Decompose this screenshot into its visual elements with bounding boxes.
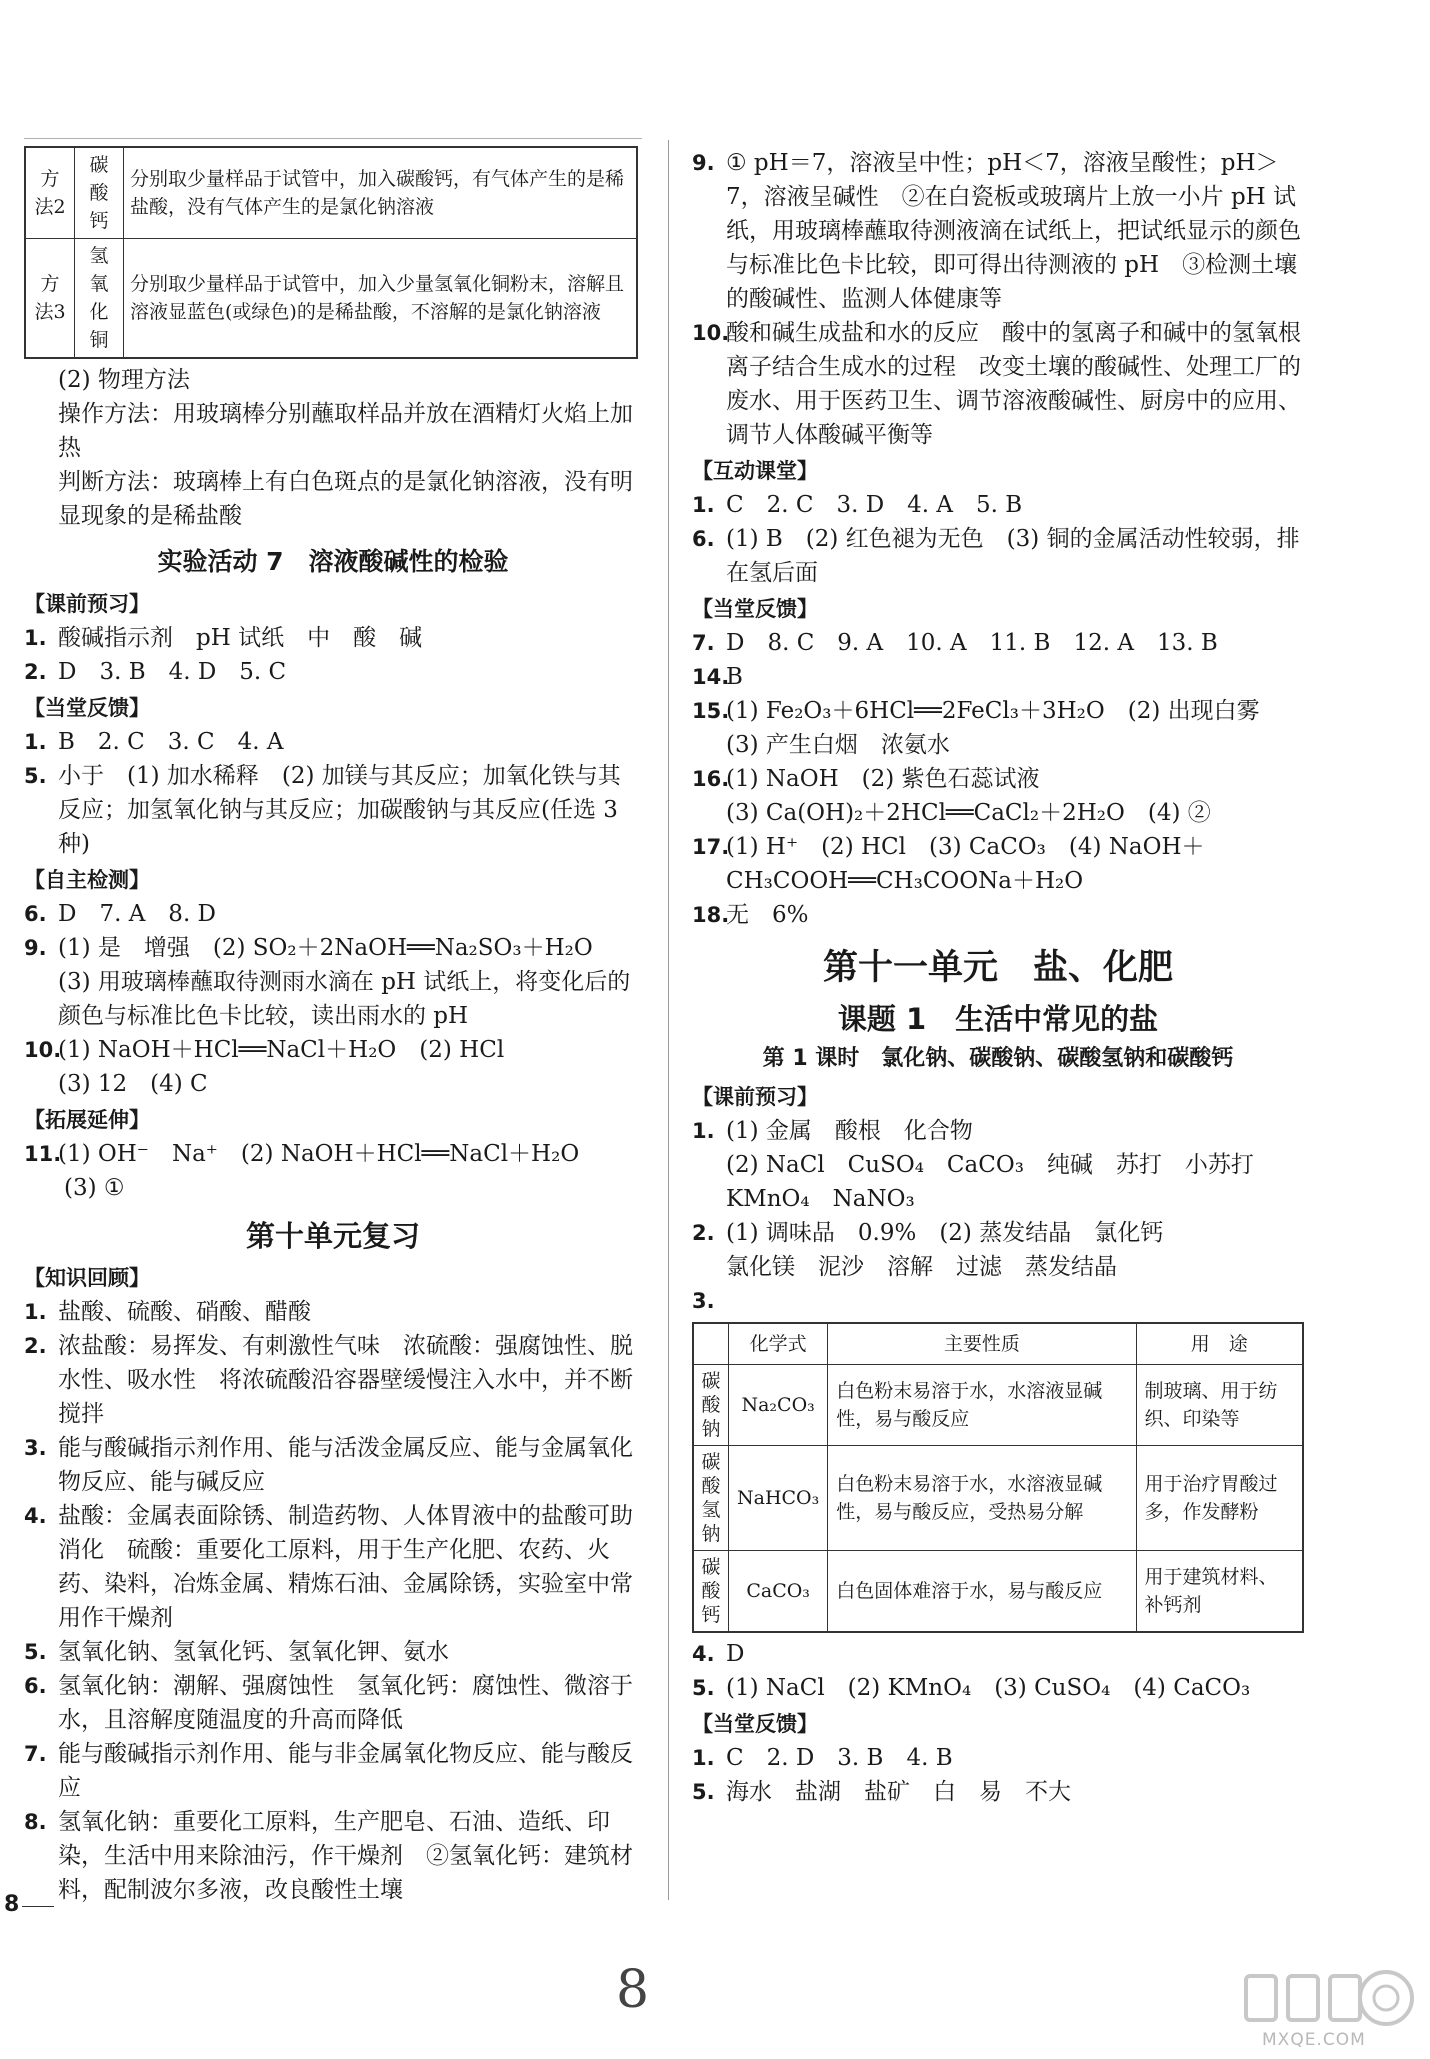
item-number: 14. <box>692 665 730 689</box>
answer-item <box>24 1431 642 1499</box>
period-title: 第 1 课时 氯化钠、碳酸钠、碳酸氢钠和碳酸钙 <box>762 1046 1234 1071</box>
item-text: 氢氧化钠：重要化工原料，生产肥皂、石油、造纸、印染，生活中用来除油污，作干燥剂 ②氢氧化钙：建筑材料，配制波尔多液，改良酸性土壤 <box>58 1809 633 1903</box>
answer-item <box>692 1216 1304 1250</box>
item-text: 盐酸、硫酸、硝酸、醋酸 <box>58 1299 311 1325</box>
item-text: (1) NaCl (2) KMnO₄ (3) CuSO₄ (4) CaCO₃ <box>726 1675 1251 1701</box>
item-number: 18. <box>692 903 730 927</box>
item-number: 5. <box>24 764 47 788</box>
item-text: D 8. C 9. A 10. A 11. B 12. A 13. B <box>726 630 1218 656</box>
table-row <box>693 1551 1303 1633</box>
salt-uses: 用于治疗胃酸过多，作发酵粉 <box>1136 1446 1303 1551</box>
item-text <box>726 1284 1304 1318</box>
desc-cell: 分别取少量样品于试管中，加入碳酸钙，有气体产生的是稀盐酸，没有气体产生的是氯化钠溶液 <box>124 147 638 239</box>
item-text: D <box>726 1641 745 1667</box>
answer-item <box>24 621 642 655</box>
item-text: B <box>726 664 743 690</box>
item-text: (1) NaOH (2) 紫色石蕊试液 <box>726 766 1040 792</box>
section-heading: 【当堂反馈】 <box>692 1712 818 1736</box>
answer-item <box>24 897 642 931</box>
unit-title: 第十一单元 盐、化肥 <box>822 948 1173 988</box>
item-number: 6. <box>24 1674 47 1698</box>
section-heading: 【自主检测】 <box>24 868 150 892</box>
answer-item <box>692 1671 1304 1705</box>
physical-judgement: 判断方法：玻璃棒上有白色斑点的是氯化钠溶液，没有明显现象的是稀盐酸 <box>58 469 633 529</box>
answer-item <box>692 1775 1304 1809</box>
item-number: 7. <box>24 1742 47 1766</box>
item-number: 5. <box>24 1640 47 1664</box>
right-column <box>692 146 1304 1809</box>
item-number: 15. <box>692 699 730 723</box>
item-text: (1) OH⁻ Na⁺ (2) NaOH＋HCl══NaCl＋H₂O <box>58 1141 580 1167</box>
answer-item <box>24 1033 642 1067</box>
item-text: 浓盐酸：易挥发、有刺激性气味 浓硫酸：强腐蚀性、脱水性、吸水性 将浓硫酸沿容器壁缓慢注入水中，并不断搅拌 <box>58 1333 633 1427</box>
item-number: 4. <box>692 1642 715 1666</box>
answer-item <box>692 694 1304 728</box>
item-continuation: (2) NaCl CuSO₄ CaCO₃ 纯碱 苏打 小苏打 <box>726 1152 1254 1178</box>
item-text: 能与酸碱指示剂作用、能与活泼金属反应、能与金属氧化物反应、能与碱反应 <box>58 1435 633 1495</box>
answer-item <box>24 1805 642 1907</box>
physical-method-title: (2) 物理方法 <box>58 367 190 393</box>
item-number: 1. <box>692 493 715 517</box>
section-heading: 【互动课堂】 <box>692 459 818 483</box>
salt-properties: 白色粉末易溶于水，水溶液显碱性，易与酸反应，受热易分解 <box>828 1446 1136 1551</box>
salt-name: 碳酸钙 <box>693 1551 729 1633</box>
salt-properties: 白色粉末易溶于水，水溶液显碱性，易与酸反应 <box>828 1365 1136 1446</box>
salt-formula: Na₂CO₃ <box>729 1365 828 1446</box>
item-continuation: (3) 产生白烟 浓氨水 <box>726 732 950 758</box>
answer-item <box>24 1137 642 1171</box>
answer-item <box>692 762 1304 796</box>
salt-uses: 制玻璃、用于纺织、印染等 <box>1136 1365 1303 1446</box>
section-heading: 【当堂反馈】 <box>692 597 818 621</box>
item-number: 2. <box>24 1334 47 1358</box>
section-heading: 【知识回顾】 <box>24 1266 150 1290</box>
salt-formula: NaHCO₃ <box>729 1446 828 1551</box>
table-row <box>693 1446 1303 1551</box>
item-text: C 2. D 3. B 4. B <box>726 1745 953 1771</box>
answer-item <box>692 1741 1304 1775</box>
item-text: (1) 调味品 0.9% (2) 蒸发结晶 氯化钙 <box>726 1220 1164 1246</box>
salt-uses: 用于建筑材料、补钙剂 <box>1136 1551 1303 1633</box>
item-text: 酸碱指示剂 pH 试纸 中 酸 碱 <box>58 625 423 651</box>
item-number: 1. <box>692 1746 715 1770</box>
item-number: 2. <box>24 660 47 684</box>
answer-item <box>24 1737 642 1805</box>
item-text: 无 6% <box>726 902 809 928</box>
method-table <box>24 146 638 359</box>
item-number: 1. <box>24 1300 47 1324</box>
handwritten-mark: 8 <box>616 1960 650 2020</box>
item-text: 盐酸：金属表面除锈、制造药物、人体胃液中的盐酸可助消化 硫酸：重要化工原料，用于生产化肥、农药、火药、染料，冶炼金属、精炼石油、金属除锈，实验室中常用作干燥剂 <box>58 1503 633 1631</box>
left-column <box>24 146 642 1907</box>
answer-item <box>24 725 642 759</box>
table-header-row <box>693 1323 1303 1365</box>
answer-item <box>692 1637 1304 1671</box>
item-text: B 2. C 3. C 4. A <box>58 729 284 755</box>
top-rule <box>24 138 642 139</box>
item-text: 酸和碱生成盐和水的反应 酸中的氢离子和碱中的氢氧根离子结合生成水的过程 改变土壤的酸碱性、处理工厂的废水、用于医药卫生、调节溶液酸碱性、厨房中的应用、调节人体酸碱平衡等 <box>726 320 1301 448</box>
item-continuation: (3) 用玻璃棒蘸取待测雨水滴在 pH 试纸上，将变化后的颜色与标准比色卡比较，读出雨水的 pH <box>58 969 631 1029</box>
item-text: (1) NaOH＋HCl══NaCl＋H₂O (2) HCl <box>58 1037 505 1063</box>
answer-item <box>692 316 1304 452</box>
item-number: 1. <box>24 730 47 754</box>
item-number: 10. <box>692 321 730 345</box>
item-text: D 3. B 4. D 5. C <box>58 659 287 685</box>
answer-item <box>692 830 1304 864</box>
item-number: 1. <box>24 626 47 650</box>
item-number: 6. <box>24 902 47 926</box>
item-number: 17. <box>692 835 730 859</box>
method-cell: 方法3 <box>25 239 75 359</box>
answer-item <box>692 660 1304 694</box>
item-number: 16. <box>692 767 730 791</box>
item-number: 9. <box>692 151 715 175</box>
item-number: 3. <box>24 1436 47 1460</box>
item-number: 4. <box>24 1504 47 1528</box>
section-heading: 【课前预习】 <box>24 592 150 616</box>
item-text: 氢氧化钠：潮解、强腐蚀性 氢氧化钙：腐蚀性、微溶于水，且溶解度随温度的升高而降低 <box>58 1673 633 1733</box>
reagent-cell: 碳酸钙 <box>75 147 124 239</box>
answer-item <box>692 626 1304 660</box>
item-continuation: (3) ① <box>64 1175 125 1201</box>
item-text: (1) H⁺ (2) HCl (3) CaCO₃ (4) NaOH＋ <box>726 834 1205 860</box>
item-continuation: CH₃COOH══CH₃COONa＋H₂O <box>726 868 1084 894</box>
page-number-rule <box>22 1906 54 1907</box>
item-number: 5. <box>692 1780 715 1804</box>
table-row <box>25 147 637 239</box>
item-continuation: (3) Ca(OH)₂＋2HCl══CaCl₂＋2H₂O (4) ② <box>726 800 1211 826</box>
answer-item <box>24 1635 642 1669</box>
physical-operation: 操作方法：用玻璃棒分别蘸取样品并放在酒精灯火焰上加热 <box>58 401 633 461</box>
salt-name: 碳酸氢钠 <box>693 1446 729 1551</box>
page-number: 8 <box>4 1892 20 1917</box>
item-number: 1. <box>692 1119 715 1143</box>
item-text: (1) 是 增强 (2) SO₂＋2NaOH══Na₂SO₃＋H₂O <box>58 935 593 961</box>
answer-item <box>24 1295 642 1329</box>
item-continuation: KMnO₄ NaNO₃ <box>726 1186 915 1212</box>
item-number: 6. <box>692 527 715 551</box>
section-heading: 【拓展延伸】 <box>24 1108 150 1132</box>
activity-title: 实验活动 7 溶液酸碱性的检验 <box>157 547 509 576</box>
table-header <box>693 1323 729 1365</box>
table-row <box>693 1365 1303 1446</box>
table-header: 用 途 <box>1136 1323 1303 1365</box>
salt-properties: 白色固体难溶于水，易与酸反应 <box>828 1551 1136 1633</box>
item-continuation: (3) 12 (4) C <box>58 1071 208 1097</box>
answer-item <box>24 655 642 689</box>
answer-item <box>24 931 642 965</box>
answer-item <box>692 1114 1304 1148</box>
item-number: 8. <box>24 1810 47 1834</box>
method-cell: 方法2 <box>25 147 75 239</box>
answer-item <box>692 146 1304 316</box>
item-number: 5. <box>692 1676 715 1700</box>
salt-formula: CaCO₃ <box>729 1551 828 1633</box>
watermark-url: MXQE.COM <box>1262 2030 1366 2050</box>
item-text: 氢氧化钠、氢氧化钙、氢氧化钾、氨水 <box>58 1639 449 1665</box>
table-row <box>25 239 637 359</box>
answer-item <box>24 1329 642 1431</box>
item-text: 海水 盐湖 盐矿 白 易 不大 <box>726 1779 1071 1805</box>
item-text: (1) Fe₂O₃＋6HCl══2FeCl₃＋3H₂O (2) 出现白雾 <box>726 698 1260 724</box>
review-title: 第十单元复习 <box>245 1219 420 1253</box>
item-text: 小于 (1) 加水稀释 (2) 加镁与其反应；加氧化铁与其反应；加氢氧化钠与其反应；加碳酸钠与其反应(任选 3 种) <box>58 763 621 857</box>
salt-name: 碳酸钠 <box>693 1365 729 1446</box>
item-text: (1) 金属 酸根 化合物 <box>726 1118 973 1144</box>
section-heading: 【当堂反馈】 <box>24 696 150 720</box>
reagent-cell: 氢氧化铜 <box>75 239 124 359</box>
salt-table <box>692 1322 1304 1633</box>
answer-item <box>692 898 1304 932</box>
item-text: ① pH＝7，溶液呈中性；pH＜7，溶液呈酸性；pH＞7，溶液呈碱性 ②在白瓷板或玻璃片上放一小片 pH 试纸，用玻璃棒蘸取待测液滴在试纸上，把试纸显示的颜色与标准比色卡比较，即可得出待测液的 pH ③检测土壤的酸碱性、监测人体健康等 <box>726 150 1301 312</box>
item-number: 2. <box>692 1221 715 1245</box>
item-continuation: 氯化镁 泥沙 溶解 过滤 蒸发结晶 <box>726 1254 1117 1280</box>
item-text: D 7. A 8. D <box>58 901 217 927</box>
table-header: 化学式 <box>729 1323 828 1365</box>
item-number: 10. <box>24 1038 62 1062</box>
column-divider <box>668 140 669 1900</box>
item-number: 9. <box>24 936 47 960</box>
lesson-title: 课题 1 生活中常见的盐 <box>837 1002 1159 1036</box>
answer-item <box>24 759 642 861</box>
answer-item <box>692 1284 1304 1318</box>
item-text: C 2. C 3. D 4. A 5. B <box>726 492 1023 518</box>
section-heading: 【课前预习】 <box>692 1085 818 1109</box>
answer-item <box>692 522 1304 590</box>
answer-item <box>692 488 1304 522</box>
answer-item <box>24 1669 642 1737</box>
answer-item <box>24 1499 642 1635</box>
table-header: 主要性质 <box>828 1323 1136 1365</box>
desc-cell: 分别取少量样品于试管中，加入少量氢氧化铜粉末，溶解且溶液显蓝色(或绿色)的是稀盐酸，不溶解的是氯化钠溶液 <box>124 239 638 359</box>
item-text: (1) B (2) 红色褪为无色 (3) 铜的金属活动性较弱，排在氢后面 <box>726 526 1300 586</box>
item-number: 3. <box>692 1289 715 1313</box>
item-number: 7. <box>692 631 715 655</box>
item-number: 11. <box>24 1142 62 1166</box>
item-text: 能与酸碱指示剂作用、能与非金属氧化物反应、能与酸反应 <box>58 1741 633 1801</box>
